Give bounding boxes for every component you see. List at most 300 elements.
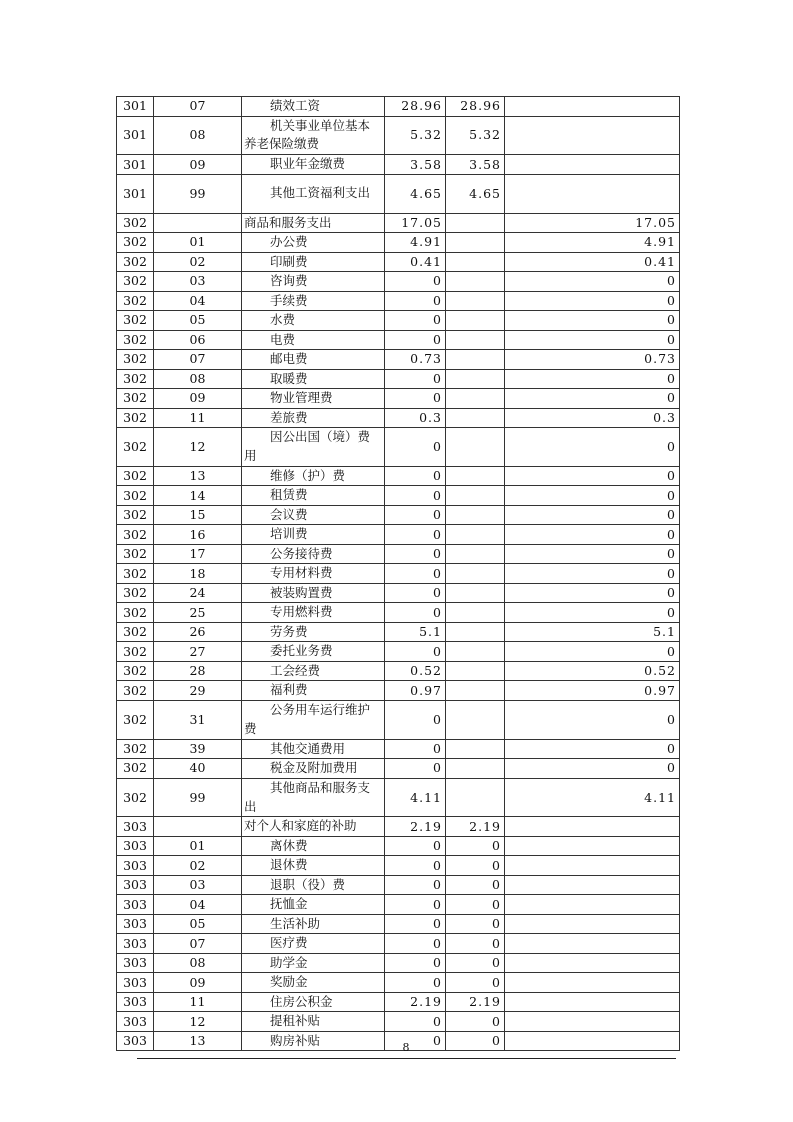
table-row bbox=[117, 1012, 680, 1032]
table-row bbox=[117, 914, 680, 934]
subcode-cell: 08 bbox=[154, 116, 242, 155]
item-name-cell: 邮电费 bbox=[242, 350, 385, 370]
project-expenditure-cell: 4.11 bbox=[505, 778, 680, 817]
table-row bbox=[117, 525, 680, 545]
total-cell: 0 bbox=[385, 895, 446, 915]
total-cell: 0 bbox=[385, 914, 446, 934]
code-cell: 303 bbox=[117, 1012, 154, 1032]
basic-expenditure-cell: 0 bbox=[446, 934, 505, 954]
table-row bbox=[117, 116, 680, 155]
project-expenditure-cell: 0.52 bbox=[505, 661, 680, 681]
project-expenditure-cell bbox=[505, 934, 680, 954]
subcode-cell: 25 bbox=[154, 603, 242, 623]
subcode-cell: 07 bbox=[154, 350, 242, 370]
total-cell: 0.41 bbox=[385, 252, 446, 272]
total-cell: 0 bbox=[385, 428, 446, 467]
basic-expenditure-cell bbox=[446, 525, 505, 545]
item-name-cell: 差旅费 bbox=[242, 408, 385, 428]
code-cell: 302 bbox=[117, 603, 154, 623]
item-name-cell: 购房补贴 bbox=[242, 1031, 385, 1051]
total-cell: 0 bbox=[385, 486, 446, 506]
subcode-cell: 15 bbox=[154, 505, 242, 525]
project-expenditure-cell: 0 bbox=[505, 272, 680, 292]
total-cell: 0 bbox=[385, 330, 446, 350]
basic-expenditure-cell bbox=[446, 642, 505, 662]
total-cell: 0.97 bbox=[385, 681, 446, 701]
item-name-cell: 专用燃料费 bbox=[242, 603, 385, 623]
code-cell: 302 bbox=[117, 408, 154, 428]
code-cell: 302 bbox=[117, 681, 154, 701]
project-expenditure-cell: 0.73 bbox=[505, 350, 680, 370]
basic-expenditure-cell bbox=[446, 233, 505, 253]
item-name-cell: 取暖费 bbox=[242, 369, 385, 389]
subcode-cell: 39 bbox=[154, 739, 242, 759]
subcode-cell: 12 bbox=[154, 1012, 242, 1032]
total-cell: 0 bbox=[385, 389, 446, 409]
basic-expenditure-cell bbox=[446, 681, 505, 701]
item-name-cell: 提租补贴 bbox=[242, 1012, 385, 1032]
basic-expenditure-cell bbox=[446, 252, 505, 272]
item-name-cell: 医疗费 bbox=[242, 934, 385, 954]
table-row bbox=[117, 583, 680, 603]
code-cell: 303 bbox=[117, 973, 154, 993]
item-name-cell: 税金及附加费用 bbox=[242, 759, 385, 779]
basic-expenditure-cell bbox=[446, 213, 505, 233]
total-cell: 17.05 bbox=[385, 213, 446, 233]
project-expenditure-cell bbox=[505, 1012, 680, 1032]
code-cell: 302 bbox=[117, 739, 154, 759]
table-row bbox=[117, 466, 680, 486]
basic-expenditure-cell: 0 bbox=[446, 973, 505, 993]
table-row bbox=[117, 642, 680, 662]
table-row bbox=[117, 700, 680, 739]
total-cell: 0 bbox=[385, 525, 446, 545]
table-row bbox=[117, 369, 680, 389]
project-expenditure-cell: 0 bbox=[505, 505, 680, 525]
project-expenditure-cell bbox=[505, 953, 680, 973]
subcode-cell: 14 bbox=[154, 486, 242, 506]
subcode-cell: 08 bbox=[154, 953, 242, 973]
total-cell: 3.58 bbox=[385, 155, 446, 175]
project-expenditure-cell: 0 bbox=[505, 759, 680, 779]
code-cell: 303 bbox=[117, 875, 154, 895]
table-row bbox=[117, 389, 680, 409]
footer-divider bbox=[137, 1058, 676, 1059]
subcode-cell: 09 bbox=[154, 155, 242, 175]
subcode-cell: 09 bbox=[154, 389, 242, 409]
table-row bbox=[117, 934, 680, 954]
total-cell: 2.19 bbox=[385, 992, 446, 1012]
code-cell: 301 bbox=[117, 116, 154, 155]
basic-expenditure-cell: 0 bbox=[446, 1012, 505, 1032]
project-expenditure-cell: 0 bbox=[505, 330, 680, 350]
project-expenditure-cell bbox=[505, 973, 680, 993]
table-row bbox=[117, 350, 680, 370]
total-cell: 4.91 bbox=[385, 233, 446, 253]
project-expenditure-cell: 0 bbox=[505, 389, 680, 409]
project-expenditure-cell bbox=[505, 856, 680, 876]
total-cell: 0 bbox=[385, 466, 446, 486]
project-expenditure-cell: 0.41 bbox=[505, 252, 680, 272]
total-cell: 0 bbox=[385, 544, 446, 564]
item-name-cell: 离休费 bbox=[242, 836, 385, 856]
basic-expenditure-cell bbox=[446, 311, 505, 331]
code-cell: 303 bbox=[117, 1031, 154, 1051]
total-cell: 0 bbox=[385, 642, 446, 662]
project-expenditure-cell: 0 bbox=[505, 700, 680, 739]
project-expenditure-cell: 0 bbox=[505, 291, 680, 311]
item-name-cell: 培训费 bbox=[242, 525, 385, 545]
code-cell: 303 bbox=[117, 934, 154, 954]
subcode-cell: 02 bbox=[154, 252, 242, 272]
subcode-cell: 29 bbox=[154, 681, 242, 701]
basic-expenditure-cell: 2.19 bbox=[446, 817, 505, 837]
code-cell: 302 bbox=[117, 525, 154, 545]
table-row bbox=[117, 564, 680, 584]
item-name-cell: 会议费 bbox=[242, 505, 385, 525]
item-name-cell: 抚恤金 bbox=[242, 895, 385, 915]
basic-expenditure-cell bbox=[446, 369, 505, 389]
item-name-cell: 劳务费 bbox=[242, 622, 385, 642]
item-name-cell: 住房公积金 bbox=[242, 992, 385, 1012]
basic-expenditure-cell: 0 bbox=[446, 1031, 505, 1051]
subcode-cell: 01 bbox=[154, 836, 242, 856]
basic-expenditure-cell: 4.65 bbox=[446, 174, 505, 213]
table-row bbox=[117, 428, 680, 467]
project-expenditure-cell: 0 bbox=[505, 311, 680, 331]
code-cell: 302 bbox=[117, 505, 154, 525]
subcode-cell: 03 bbox=[154, 875, 242, 895]
code-cell: 303 bbox=[117, 817, 154, 837]
project-expenditure-cell: 0 bbox=[505, 583, 680, 603]
subcode-cell: 03 bbox=[154, 272, 242, 292]
total-cell: 0 bbox=[385, 953, 446, 973]
total-cell: 5.1 bbox=[385, 622, 446, 642]
project-expenditure-cell: 0.97 bbox=[505, 681, 680, 701]
basic-expenditure-cell bbox=[446, 272, 505, 292]
subcode-cell: 99 bbox=[154, 174, 242, 213]
basic-expenditure-cell: 0 bbox=[446, 856, 505, 876]
total-cell: 0 bbox=[385, 583, 446, 603]
item-name-cell: 专用材料费 bbox=[242, 564, 385, 584]
item-name-cell: 商品和服务支出 bbox=[242, 213, 385, 233]
total-cell: 0 bbox=[385, 1031, 446, 1051]
subcode-cell: 13 bbox=[154, 1031, 242, 1051]
item-name-cell: 生活补助 bbox=[242, 914, 385, 934]
project-expenditure-cell bbox=[505, 97, 680, 117]
table-row bbox=[117, 661, 680, 681]
total-cell: 0 bbox=[385, 836, 446, 856]
subcode-cell: 40 bbox=[154, 759, 242, 779]
table-row bbox=[117, 739, 680, 759]
item-name-cell: 对个人和家庭的补助 bbox=[242, 817, 385, 837]
project-expenditure-cell: 17.05 bbox=[505, 213, 680, 233]
item-name-cell: 因公出国（境）费用 bbox=[242, 428, 385, 467]
code-cell: 302 bbox=[117, 759, 154, 779]
code-cell: 302 bbox=[117, 428, 154, 467]
total-cell: 0 bbox=[385, 739, 446, 759]
table-row bbox=[117, 233, 680, 253]
basic-expenditure-cell bbox=[446, 389, 505, 409]
table-row bbox=[117, 836, 680, 856]
code-cell: 302 bbox=[117, 252, 154, 272]
total-cell: 4.65 bbox=[385, 174, 446, 213]
project-expenditure-cell: 0 bbox=[505, 564, 680, 584]
item-name-cell: 维修（护）费 bbox=[242, 466, 385, 486]
basic-expenditure-cell bbox=[446, 505, 505, 525]
item-name-cell: 租赁费 bbox=[242, 486, 385, 506]
total-cell: 0 bbox=[385, 291, 446, 311]
basic-expenditure-cell bbox=[446, 291, 505, 311]
total-cell: 0 bbox=[385, 1012, 446, 1032]
table-row bbox=[117, 97, 680, 117]
project-expenditure-cell bbox=[505, 817, 680, 837]
total-cell: 0 bbox=[385, 875, 446, 895]
table-row bbox=[117, 973, 680, 993]
basic-expenditure-cell bbox=[446, 700, 505, 739]
total-cell: 0.52 bbox=[385, 661, 446, 681]
total-cell: 4.11 bbox=[385, 778, 446, 817]
table-row bbox=[117, 759, 680, 779]
item-name-cell: 手续费 bbox=[242, 291, 385, 311]
item-name-cell: 被装购置费 bbox=[242, 583, 385, 603]
project-expenditure-cell: 0 bbox=[505, 428, 680, 467]
project-expenditure-cell: 0.3 bbox=[505, 408, 680, 428]
code-cell: 301 bbox=[117, 97, 154, 117]
subcode-cell: 26 bbox=[154, 622, 242, 642]
table-row bbox=[117, 681, 680, 701]
basic-expenditure-cell: 0 bbox=[446, 914, 505, 934]
subcode-cell: 18 bbox=[154, 564, 242, 584]
subcode-cell: 11 bbox=[154, 992, 242, 1012]
project-expenditure-cell: 0 bbox=[505, 486, 680, 506]
total-cell: 0 bbox=[385, 564, 446, 584]
code-cell: 303 bbox=[117, 914, 154, 934]
code-cell: 302 bbox=[117, 213, 154, 233]
project-expenditure-cell: 0 bbox=[505, 466, 680, 486]
table-row bbox=[117, 544, 680, 564]
project-expenditure-cell bbox=[505, 174, 680, 213]
code-cell: 303 bbox=[117, 992, 154, 1012]
table-row bbox=[117, 330, 680, 350]
item-name-cell: 公务接待费 bbox=[242, 544, 385, 564]
basic-expenditure-cell: 28.96 bbox=[446, 97, 505, 117]
project-expenditure-cell bbox=[505, 992, 680, 1012]
code-cell: 302 bbox=[117, 272, 154, 292]
subcode-cell: 11 bbox=[154, 408, 242, 428]
total-cell: 0 bbox=[385, 505, 446, 525]
project-expenditure-cell bbox=[505, 875, 680, 895]
item-name-cell: 水费 bbox=[242, 311, 385, 331]
item-name-cell: 奖励金 bbox=[242, 973, 385, 993]
project-expenditure-cell bbox=[505, 1031, 680, 1051]
item-name-cell: 福利费 bbox=[242, 681, 385, 701]
item-name-cell: 绩效工资 bbox=[242, 97, 385, 117]
subcode-cell: 17 bbox=[154, 544, 242, 564]
item-name-cell: 工会经费 bbox=[242, 661, 385, 681]
item-name-cell: 物业管理费 bbox=[242, 389, 385, 409]
code-cell: 303 bbox=[117, 836, 154, 856]
item-name-cell: 委托业务费 bbox=[242, 642, 385, 662]
subcode-cell: 05 bbox=[154, 914, 242, 934]
total-cell: 0 bbox=[385, 934, 446, 954]
basic-expenditure-cell: 0 bbox=[446, 836, 505, 856]
code-cell: 301 bbox=[117, 155, 154, 175]
item-name-cell: 退休费 bbox=[242, 856, 385, 876]
total-cell: 0.3 bbox=[385, 408, 446, 428]
table-row bbox=[117, 291, 680, 311]
table-row bbox=[117, 486, 680, 506]
item-name-cell: 职业年金缴费 bbox=[242, 155, 385, 175]
table-row bbox=[117, 408, 680, 428]
code-cell: 302 bbox=[117, 778, 154, 817]
project-expenditure-cell: 0 bbox=[505, 739, 680, 759]
project-expenditure-cell: 5.1 bbox=[505, 622, 680, 642]
table-row bbox=[117, 817, 680, 837]
code-cell: 302 bbox=[117, 544, 154, 564]
project-expenditure-cell: 0 bbox=[505, 642, 680, 662]
total-cell: 0 bbox=[385, 272, 446, 292]
subcode-cell: 07 bbox=[154, 934, 242, 954]
basic-expenditure-cell bbox=[446, 544, 505, 564]
total-cell: 0 bbox=[385, 856, 446, 876]
subcode-cell: 07 bbox=[154, 97, 242, 117]
total-cell: 28.96 bbox=[385, 97, 446, 117]
basic-expenditure-cell bbox=[446, 466, 505, 486]
code-cell: 302 bbox=[117, 466, 154, 486]
project-expenditure-cell: 4.91 bbox=[505, 233, 680, 253]
total-cell: 0 bbox=[385, 973, 446, 993]
subcode-cell: 05 bbox=[154, 311, 242, 331]
total-cell: 0 bbox=[385, 603, 446, 623]
subcode-cell: 09 bbox=[154, 973, 242, 993]
table-row bbox=[117, 895, 680, 915]
subcode-cell bbox=[154, 213, 242, 233]
table-row bbox=[117, 603, 680, 623]
subcode-cell: 99 bbox=[154, 778, 242, 817]
code-cell: 302 bbox=[117, 350, 154, 370]
basic-expenditure-cell: 3.58 bbox=[446, 155, 505, 175]
code-cell: 302 bbox=[117, 389, 154, 409]
subcode-cell: 28 bbox=[154, 661, 242, 681]
subcode-cell: 08 bbox=[154, 369, 242, 389]
code-cell: 302 bbox=[117, 291, 154, 311]
table-row bbox=[117, 875, 680, 895]
project-expenditure-cell bbox=[505, 116, 680, 155]
total-cell: 0 bbox=[385, 311, 446, 331]
subcode-cell bbox=[154, 817, 242, 837]
total-cell: 0 bbox=[385, 369, 446, 389]
code-cell: 302 bbox=[117, 661, 154, 681]
subcode-cell: 01 bbox=[154, 233, 242, 253]
table-row bbox=[117, 953, 680, 973]
subcode-cell: 16 bbox=[154, 525, 242, 545]
code-cell: 302 bbox=[117, 233, 154, 253]
table-row bbox=[117, 155, 680, 175]
item-name-cell: 其他交通费用 bbox=[242, 739, 385, 759]
code-cell: 302 bbox=[117, 311, 154, 331]
subcode-cell: 04 bbox=[154, 895, 242, 915]
total-cell: 0 bbox=[385, 759, 446, 779]
basic-expenditure-cell bbox=[446, 583, 505, 603]
project-expenditure-cell: 0 bbox=[505, 544, 680, 564]
subcode-cell: 31 bbox=[154, 700, 242, 739]
basic-expenditure-cell bbox=[446, 408, 505, 428]
basic-expenditure-cell bbox=[446, 486, 505, 506]
item-name-cell: 机关事业单位基本养老保险缴费 bbox=[242, 116, 385, 155]
table-row bbox=[117, 778, 680, 817]
code-cell: 302 bbox=[117, 486, 154, 506]
table-row bbox=[117, 622, 680, 642]
subcode-cell: 27 bbox=[154, 642, 242, 662]
item-name-cell: 印刷费 bbox=[242, 252, 385, 272]
table-row bbox=[117, 856, 680, 876]
basic-expenditure-cell bbox=[446, 759, 505, 779]
subcode-cell: 13 bbox=[154, 466, 242, 486]
basic-expenditure-cell bbox=[446, 778, 505, 817]
basic-expenditure-cell bbox=[446, 661, 505, 681]
table-row bbox=[117, 272, 680, 292]
total-cell: 0.73 bbox=[385, 350, 446, 370]
subcode-cell: 04 bbox=[154, 291, 242, 311]
total-cell: 5.32 bbox=[385, 116, 446, 155]
item-name-cell: 办公费 bbox=[242, 233, 385, 253]
code-cell: 303 bbox=[117, 856, 154, 876]
table-row bbox=[117, 252, 680, 272]
basic-expenditure-cell bbox=[446, 622, 505, 642]
item-name-cell: 其他商品和服务支出 bbox=[242, 778, 385, 817]
basic-expenditure-cell: 0 bbox=[446, 875, 505, 895]
project-expenditure-cell: 0 bbox=[505, 603, 680, 623]
code-cell: 301 bbox=[117, 174, 154, 213]
code-cell: 302 bbox=[117, 622, 154, 642]
item-name-cell: 电费 bbox=[242, 330, 385, 350]
basic-expenditure-cell bbox=[446, 428, 505, 467]
page-number: 8 bbox=[402, 1041, 410, 1054]
basic-expenditure-cell bbox=[446, 330, 505, 350]
code-cell: 303 bbox=[117, 953, 154, 973]
subcode-cell: 24 bbox=[154, 583, 242, 603]
item-name-cell: 其他工资福利支出 bbox=[242, 174, 385, 213]
project-expenditure-cell bbox=[505, 895, 680, 915]
basic-expenditure-cell: 0 bbox=[446, 895, 505, 915]
total-cell: 0 bbox=[385, 700, 446, 739]
table-body bbox=[117, 97, 680, 1051]
basic-expenditure-cell: 0 bbox=[446, 953, 505, 973]
basic-expenditure-cell bbox=[446, 564, 505, 584]
basic-expenditure-cell bbox=[446, 739, 505, 759]
total-cell: 2.19 bbox=[385, 817, 446, 837]
table-row bbox=[117, 505, 680, 525]
project-expenditure-cell bbox=[505, 836, 680, 856]
item-name-cell: 助学金 bbox=[242, 953, 385, 973]
item-name-cell: 公务用车运行维护费 bbox=[242, 700, 385, 739]
table-row bbox=[117, 174, 680, 213]
item-name-cell: 咨询费 bbox=[242, 272, 385, 292]
project-expenditure-cell: 0 bbox=[505, 369, 680, 389]
code-cell: 302 bbox=[117, 369, 154, 389]
code-cell: 302 bbox=[117, 583, 154, 603]
subcode-cell: 02 bbox=[154, 856, 242, 876]
project-expenditure-cell bbox=[505, 155, 680, 175]
basic-expenditure-cell: 2.19 bbox=[446, 992, 505, 1012]
code-cell: 302 bbox=[117, 700, 154, 739]
subcode-cell: 12 bbox=[154, 428, 242, 467]
item-name-cell: 退职（役）费 bbox=[242, 875, 385, 895]
code-cell: 302 bbox=[117, 564, 154, 584]
project-expenditure-cell bbox=[505, 914, 680, 934]
basic-expenditure-cell bbox=[446, 603, 505, 623]
